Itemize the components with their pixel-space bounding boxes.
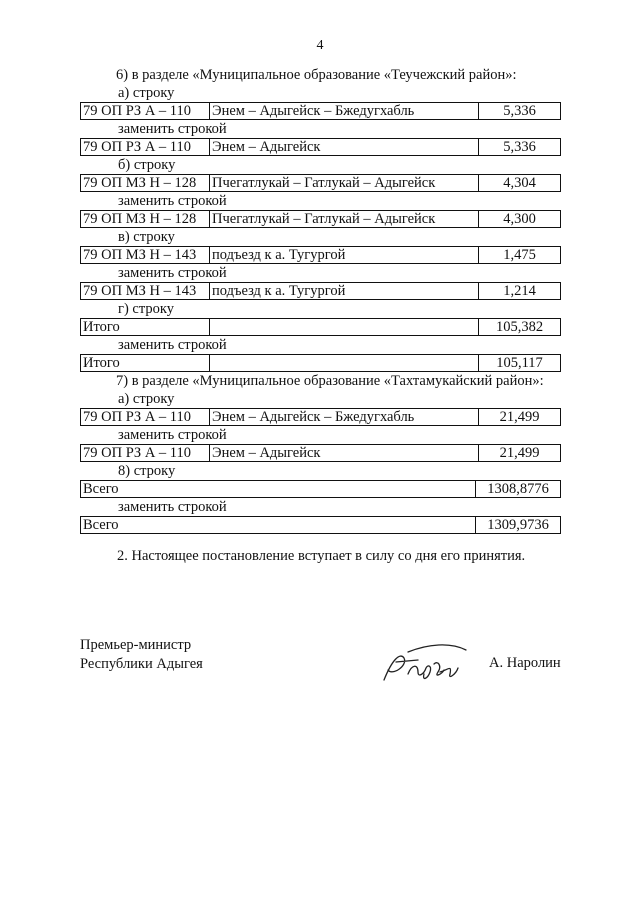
length-cell: 105,117 (479, 355, 561, 372)
road-name-cell: подъезд к а. Тугургой (210, 247, 479, 264)
replace-label: заменить строкой (118, 193, 227, 209)
length-cell: 105,382 (479, 319, 561, 336)
road-code-cell: 79 ОП МЗ Н – 143 (81, 283, 210, 300)
item-intro: г) строку (118, 301, 174, 317)
road-code-cell: Итого (81, 355, 210, 372)
road-name-cell: Пчегатлукай – Гатлукай – Адыгейск (210, 175, 479, 192)
road-name-cell: Энем – Адыгейск – Бжедугхабль (210, 103, 479, 120)
item-intro: а) строку (118, 391, 175, 407)
replace-label: заменить строкой (118, 499, 227, 515)
paragraph-2: 2. Настоящее постановление вступает в силу со дня его принятия. (117, 548, 526, 564)
total-value-cell: 1309,9736 (476, 517, 561, 534)
length-cell: 4,304 (479, 175, 561, 192)
length-cell: 21,499 (479, 409, 561, 426)
road-code-cell: 79 ОП РЗ А – 110 (81, 103, 210, 120)
section-6-heading: 6) в разделе «Муниципальное образование «Теучежский район»: (116, 67, 517, 83)
replace-label: заменить строкой (118, 337, 227, 353)
signatory-title-line1: Премьер-министр (80, 637, 192, 653)
item-intro: 8) строку (118, 463, 176, 479)
road-code-cell: 79 ОП РЗ А – 110 (81, 139, 210, 156)
replace-label: заменить строкой (118, 121, 227, 137)
table-row-total-new (80, 516, 561, 534)
road-name-cell: Пчегатлукай – Гатлукай – Адыгейск (210, 211, 479, 228)
length-cell: 21,499 (479, 445, 561, 462)
table-row-old (80, 318, 561, 336)
road-code-cell: 79 ОП РЗ А – 110 (81, 445, 210, 462)
table-row-new (80, 444, 561, 462)
road-code-cell: 79 ОП МЗ Н – 128 (81, 175, 210, 192)
road-name-cell: Энем – Адыгейск – Бжедугхабль (210, 409, 479, 426)
road-name-cell: Энем – Адыгейск (210, 445, 479, 462)
table-row-new (80, 210, 561, 228)
signatory-title (80, 636, 203, 674)
road-code-cell: 79 ОП МЗ Н – 128 (81, 211, 210, 228)
table-row-total-old (80, 480, 561, 498)
road-name-cell: Энем – Адыгейск (210, 139, 479, 156)
road-name-cell (210, 319, 479, 336)
table-row-old (80, 246, 561, 264)
length-cell: 1,475 (479, 247, 561, 264)
road-code-cell: 79 ОП РЗ А – 110 (81, 409, 210, 426)
amendments-list (80, 66, 561, 534)
road-name-cell: подъезд к а. Тугургой (210, 283, 479, 300)
handwritten-signature (378, 640, 473, 690)
length-cell: 1,214 (479, 283, 561, 300)
replace-label: заменить строкой (118, 427, 227, 443)
length-cell: 5,336 (479, 103, 561, 120)
item-intro: в) строку (118, 229, 175, 245)
table-row-new (80, 354, 561, 372)
page-number: 4 (316, 38, 324, 53)
length-cell: 5,336 (479, 139, 561, 156)
table-row-old (80, 102, 561, 120)
section-7-heading: 7) в разделе «Муниципальное образование «Тахтамукайский район»: (116, 373, 544, 389)
item-intro: б) строку (118, 157, 176, 173)
table-row-new (80, 138, 561, 156)
length-cell: 4,300 (479, 211, 561, 228)
total-value-cell: 1308,8776 (476, 481, 561, 498)
table-row-new (80, 282, 561, 300)
total-label-cell: Всего (81, 517, 476, 534)
replace-label: заменить строкой (118, 265, 227, 281)
signatory-title-line2: Республики Адыгея (80, 656, 203, 672)
signatory-name: А. Наролин (489, 655, 561, 671)
table-row-old (80, 174, 561, 192)
road-name-cell (210, 355, 479, 372)
item-intro: а) строку (118, 85, 175, 101)
road-code-cell: 79 ОП МЗ Н – 143 (81, 247, 210, 264)
road-code-cell: Итого (81, 319, 210, 336)
total-label-cell: Всего (81, 481, 476, 498)
table-row-old (80, 408, 561, 426)
